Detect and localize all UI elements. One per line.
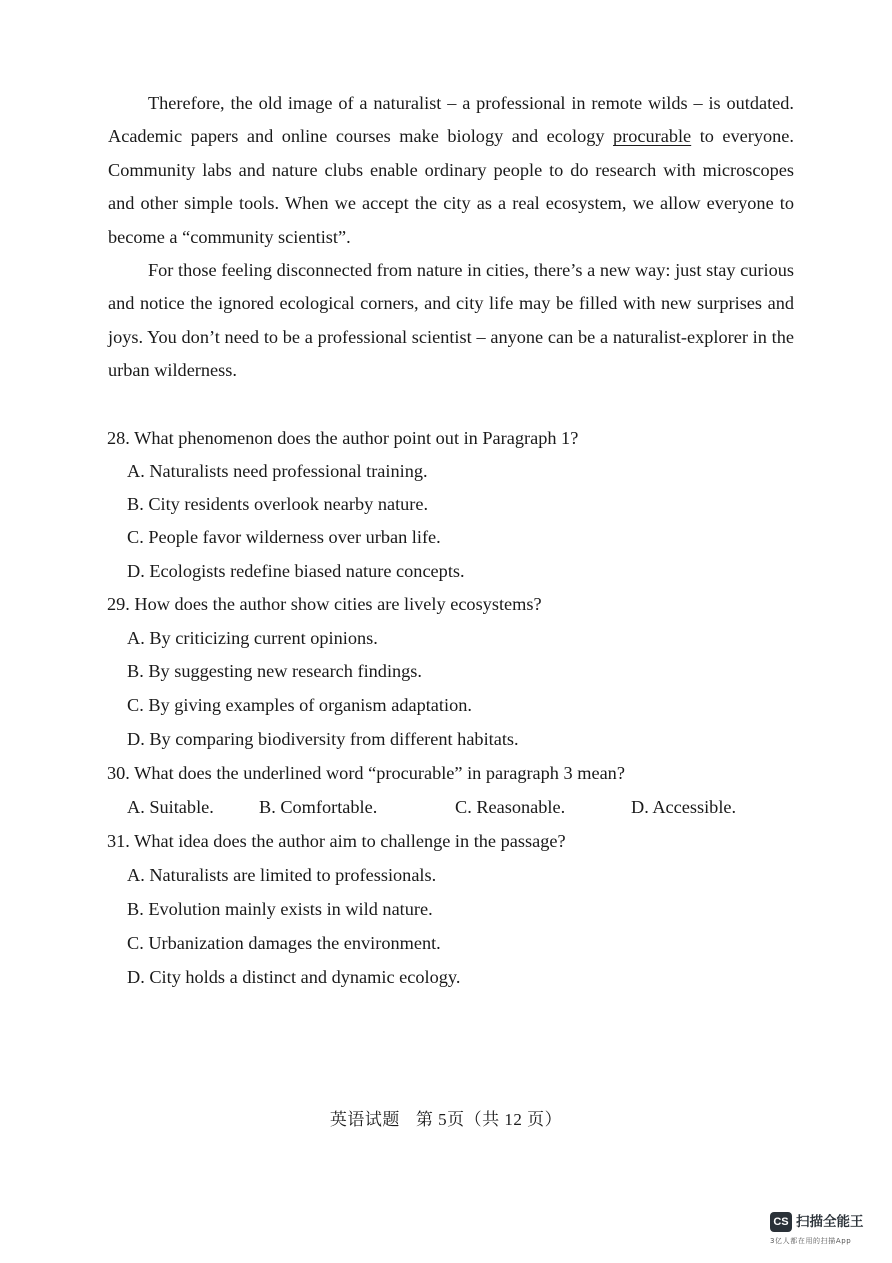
question-28-stem: 28. What phenomenon does the author point out in Paragraph 1? <box>107 428 579 448</box>
passage-paragraph-1 <box>108 87 794 254</box>
p1-after: to everyone. Community labs and nature clubs enable ordinary people to do research with microscopes and other simple tools. When we accept the city as a real ecosystem, we allow everyone to become a “community scientist”. <box>108 126 794 247</box>
question-28-option-c: C. People favor wilderness over urban life. <box>127 527 441 547</box>
question-29-stem: 29. How does the author show cities are lively ecosystems? <box>107 594 542 614</box>
watermark-app-name: 扫描全能王 <box>796 1214 864 1230</box>
question-31-option-a: A. Naturalists are limited to professionals. <box>127 865 437 885</box>
p1-before: Therefore, the old image of a naturalist – a professional in remote wilds – is outdated. Academic papers and online courses make biology and ecology <box>108 93 794 147</box>
question-28-option-b: B. City residents overlook nearby nature. <box>127 494 429 514</box>
scanner-watermark <box>770 1210 880 1250</box>
question-30-option-d: D. Accessible. <box>631 797 737 817</box>
question-28-option-a: A. Naturalists need professional training. <box>127 461 428 481</box>
underlined-word: procurable <box>613 126 692 147</box>
footer-page-number: 第 5页（共 12 页） <box>415 1110 563 1129</box>
p2-text: For those feeling disconnected from nature in cities, there’s a new way: just stay curious and notice the ignored ecological corners, and city life may be filled with new surprises and joys. You don’t need to be a professional scientist – anyone can be a naturalist-explorer in the urban wilderness. <box>108 260 794 381</box>
question-30-option-a: A. Suitable. <box>127 797 214 817</box>
question-30-stem: 30. What does the underlined word “procurable” in paragraph 3 mean? <box>107 763 625 783</box>
question-29-option-c: C. By giving examples of organism adaptation. <box>127 695 472 715</box>
question-31-option-c: C. Urbanization damages the environment. <box>127 933 441 953</box>
camscanner-logo-icon: CS <box>770 1212 792 1232</box>
passage-paragraph-2 <box>108 254 794 388</box>
footer-subject: 英语试题 <box>329 1110 400 1129</box>
watermark-tagline: 3亿人都在用的扫描App <box>770 1237 852 1245</box>
question-28-option-d: D. Ecologists redefine biased nature concepts. <box>127 561 465 581</box>
question-29-option-d: D. By comparing biodiversity from different habitats. <box>127 729 519 749</box>
question-29-option-a: A. By criticizing current opinions. <box>127 628 378 648</box>
question-31-option-b: B. Evolution mainly exists in wild nature. <box>127 899 433 919</box>
question-30-option-c: C. Reasonable. <box>455 797 566 817</box>
question-31-stem: 31. What idea does the author aim to challenge in the passage? <box>107 831 566 851</box>
question-30-option-b: B. Comfortable. <box>259 797 378 817</box>
page-footer <box>0 1105 892 1130</box>
question-29-option-b: B. By suggesting new research findings. <box>127 661 422 681</box>
question-31-option-d: D. City holds a distinct and dynamic ecology. <box>127 967 461 987</box>
